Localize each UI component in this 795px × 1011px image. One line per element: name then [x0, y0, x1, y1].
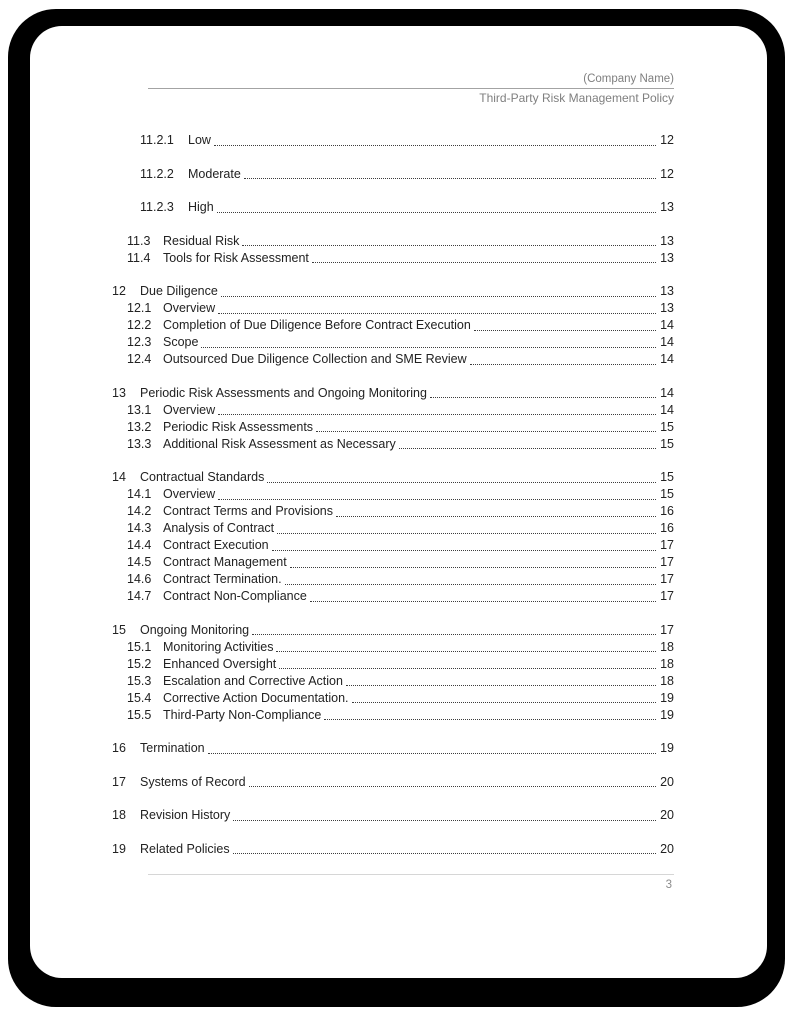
toc-entry[interactable]	[112, 841, 674, 858]
toc-entry-number: 12	[112, 284, 126, 298]
toc-entry-number: 19	[112, 841, 126, 856]
toc-dot-leader	[218, 499, 656, 500]
toc-entry-number: 14.3	[127, 521, 152, 535]
toc-entry[interactable]	[112, 740, 674, 757]
toc-entry-title: Related Policies	[140, 841, 230, 856]
toc-entry-title: Scope	[163, 335, 199, 349]
toc-entry-title: Systems of Record	[140, 774, 246, 789]
toc-dot-leader	[208, 753, 656, 754]
toc-dot-leader	[233, 820, 656, 821]
toc-entry-number: 12.3	[127, 335, 152, 349]
toc-entry-number: 11.4	[127, 250, 151, 265]
toc-entry-page: 15	[660, 487, 674, 501]
toc-entry-title: Periodic Risk Assessments and Ongoing Monitoring	[140, 385, 427, 400]
toc-entry-number: 14.1	[127, 487, 152, 501]
toc-dot-leader	[399, 448, 656, 449]
toc-entry[interactable]	[112, 250, 674, 267]
toc-entry-page: 13	[660, 200, 674, 214]
toc-entry-title: Overview	[163, 402, 216, 417]
toc-entry-page: 14	[660, 335, 674, 349]
toc-entry-page: 18	[660, 673, 674, 688]
toc-entry-title: Termination	[140, 741, 205, 755]
toc-entry-number: 11.2.2	[140, 166, 174, 181]
toc-entry[interactable]	[112, 639, 674, 656]
toc-list	[112, 132, 674, 858]
toc-entry-page: 13	[660, 284, 674, 298]
toc-dot-leader	[233, 853, 656, 854]
toc-entry-title: Overview	[163, 301, 216, 315]
toc-entry-number: 11.2.3	[140, 200, 174, 214]
toc-entry-number: 15.4	[127, 690, 152, 705]
toc-entry-page: 12	[660, 166, 674, 181]
toc-entry-number: 11.2.1	[140, 133, 174, 147]
toc-entry-number: 14.6	[127, 572, 152, 586]
toc-entry-title: Corrective Action Documentation.	[163, 690, 349, 705]
toc-dot-leader	[242, 245, 656, 246]
toc-dot-leader	[474, 330, 656, 331]
toc-entry[interactable]	[112, 132, 674, 149]
toc-entry-page: 14	[660, 402, 674, 417]
toc-entry-number: 17	[112, 774, 126, 789]
toc-entry-page: 17	[660, 622, 674, 637]
toc-entry-title: Monitoring Activities	[163, 639, 274, 654]
toc-entry-page: 20	[660, 808, 674, 822]
toc-dot-leader	[276, 651, 656, 652]
toc-entry-title: Contract Terms and Provisions	[163, 504, 333, 518]
toc-dot-leader	[221, 296, 656, 297]
toc-entry-page: 15	[660, 470, 674, 484]
toc-entry-title: Contract Execution	[163, 538, 269, 552]
page-content	[112, 26, 674, 858]
toc-entry[interactable]	[112, 385, 674, 402]
toc-entry-number: 15.3	[127, 673, 152, 688]
toc-dot-leader	[336, 516, 656, 517]
toc-entry[interactable]	[112, 199, 674, 216]
toc-dot-leader	[285, 584, 656, 585]
page-header	[148, 72, 674, 106]
toc-entry-page: 17	[660, 538, 674, 552]
toc-entry-title: High	[188, 200, 214, 214]
toc-dot-leader	[217, 212, 656, 213]
toc-entry-number: 12.1	[127, 301, 152, 315]
toc-entry-page: 14	[660, 318, 674, 332]
toc-entry-number: 15	[112, 622, 126, 637]
toc-entry-page: 18	[660, 656, 674, 671]
toc-entry-title: Contract Management	[163, 555, 287, 569]
toc-entry-title: Contractual Standards	[140, 470, 265, 484]
toc-dot-leader	[324, 719, 656, 720]
toc-dot-leader	[272, 550, 656, 551]
toc-entry-page: 20	[660, 774, 674, 789]
toc-entry-title: Revision History	[140, 808, 231, 822]
toc-entry-page: 13	[660, 250, 674, 265]
toc-entry-number: 13.1	[127, 402, 152, 417]
toc-entry-number: 14.5	[127, 555, 152, 569]
toc-entry-title: Outsourced Due Diligence Collection and SME Review	[163, 352, 467, 366]
toc-entry-title: Analysis of Contract	[163, 521, 275, 535]
toc-entry-page: 15	[660, 436, 674, 451]
document-page	[30, 26, 767, 978]
toc-entry-title: Residual Risk	[163, 233, 240, 248]
toc-entry[interactable]	[112, 166, 674, 183]
toc-entry[interactable]	[112, 807, 674, 824]
toc-entry[interactable]	[112, 554, 674, 571]
toc-entry[interactable]	[112, 673, 674, 690]
toc-entry-page: 19	[660, 741, 674, 755]
toc-entry-title: Overview	[163, 487, 216, 501]
toc-entry-page: 13	[660, 233, 674, 248]
toc-entry[interactable]	[112, 588, 674, 605]
toc-entry-page: 13	[660, 301, 674, 315]
toc-entry-page: 20	[660, 841, 674, 856]
toc-dot-leader	[346, 685, 656, 686]
toc-entry-number: 12.2	[127, 318, 152, 332]
toc-dot-leader	[310, 601, 656, 602]
toc-entry-number: 14.4	[127, 538, 152, 552]
policy-title: Third-Party Risk Management Policy	[479, 91, 674, 105]
toc-entry-number: 14.2	[127, 504, 152, 518]
toc-dot-leader	[218, 414, 656, 415]
toc-entry-title: Ongoing Monitoring	[140, 622, 250, 637]
toc-entry[interactable]	[112, 300, 674, 317]
toc-entry[interactable]	[112, 656, 674, 673]
toc-dot-leader	[249, 786, 656, 787]
toc-entry-title: Third-Party Non-Compliance	[163, 707, 322, 722]
toc-entry[interactable]	[112, 571, 674, 588]
toc-dot-leader	[252, 634, 656, 635]
toc-entry[interactable]	[112, 419, 674, 436]
toc-entry-title: Contract Termination.	[163, 572, 282, 586]
toc-entry[interactable]	[112, 402, 674, 419]
toc-entry[interactable]	[112, 622, 674, 639]
toc-entry-page: 14	[660, 385, 674, 400]
toc-entry[interactable]	[112, 537, 674, 554]
toc-entry-title: Periodic Risk Assessments	[163, 419, 314, 434]
toc-entry[interactable]	[112, 317, 674, 334]
toc-entry-title: Enhanced Oversight	[163, 656, 277, 671]
footer-page-number: 3	[665, 879, 672, 891]
toc-dot-leader	[352, 702, 656, 703]
toc-entry[interactable]	[112, 707, 674, 724]
toc-entry-title: Low	[188, 133, 211, 147]
toc-entry[interactable]	[112, 774, 674, 791]
toc-entry-title: Contract Non-Compliance	[163, 589, 307, 603]
toc-entry[interactable]	[112, 486, 674, 503]
toc-entry-title: Moderate	[188, 166, 241, 181]
page-footer	[148, 874, 674, 891]
toc-dot-leader	[277, 533, 656, 534]
company-name: (Company Name)	[148, 72, 674, 89]
toc-dot-leader	[244, 178, 656, 179]
toc-entry[interactable]	[112, 351, 674, 368]
toc-entry-title: Escalation and Corrective Action	[163, 673, 343, 688]
toc-entry[interactable]	[112, 436, 674, 453]
toc-entry-page: 18	[660, 639, 674, 654]
toc-dot-leader	[430, 397, 656, 398]
toc-entry-page: 16	[660, 521, 674, 535]
toc-dot-leader	[290, 567, 656, 568]
toc-dot-leader	[201, 347, 656, 348]
toc-entry-page: 14	[660, 352, 674, 366]
toc-dot-leader	[316, 431, 656, 432]
toc-entry-number: 12.4	[127, 352, 152, 366]
toc-entry-page: 12	[660, 133, 674, 147]
toc-entry-title: Tools for Risk Assessment	[163, 250, 309, 265]
toc-entry[interactable]	[112, 690, 674, 707]
toc-dot-leader	[267, 482, 656, 483]
toc-entry-title: Completion of Due Diligence Before Contract Execution	[163, 318, 471, 332]
toc-entry-number: 13.3	[127, 436, 152, 451]
toc-entry-number: 15.5	[127, 707, 152, 722]
toc-dot-leader	[470, 364, 656, 365]
toc-entry-number: 18	[112, 808, 126, 822]
toc-entry-number: 13.2	[127, 419, 152, 434]
toc-entry-page: 19	[660, 690, 674, 705]
toc-dot-leader	[214, 145, 656, 146]
toc-entry-page: 15	[660, 419, 674, 434]
toc-entry-number: 13	[112, 385, 126, 400]
toc-dot-leader	[312, 262, 656, 263]
toc-entry-number: 14	[112, 470, 126, 484]
toc-entry-page: 16	[660, 504, 674, 518]
toc-entry-title: Due Diligence	[140, 284, 218, 298]
toc-entry-title: Additional Risk Assessment as Necessary	[163, 436, 396, 451]
toc-entry-number: 11.3	[127, 233, 151, 248]
toc-dot-leader	[218, 313, 656, 314]
toc-dot-leader	[279, 668, 656, 669]
toc-entry-number: 16	[112, 741, 126, 755]
toc-entry-number: 15.1	[127, 639, 152, 654]
toc-entry-number: 15.2	[127, 656, 152, 671]
toc-entry-page: 17	[660, 572, 674, 586]
toc-entry-page: 17	[660, 589, 674, 603]
toc-entry-page: 17	[660, 555, 674, 569]
toc-entry[interactable]	[112, 469, 674, 486]
toc-entry[interactable]	[112, 233, 674, 250]
toc-entry[interactable]	[112, 520, 674, 537]
toc-entry-page: 19	[660, 707, 674, 722]
toc-entry[interactable]	[112, 503, 674, 520]
toc-entry-number: 14.7	[127, 589, 152, 603]
toc-entry[interactable]	[112, 283, 674, 300]
toc-entry[interactable]	[112, 334, 674, 351]
